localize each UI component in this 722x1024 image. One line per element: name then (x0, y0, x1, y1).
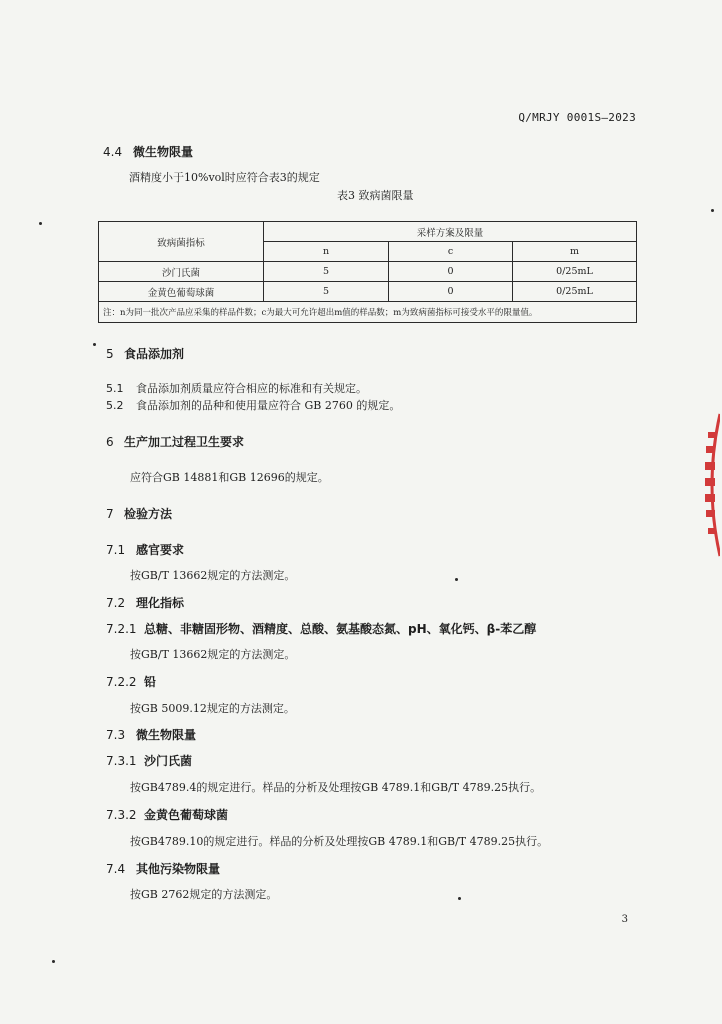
section-title: 食品添加剂 (124, 347, 185, 361)
table-row (99, 282, 637, 302)
section-7-4-text: 按GB 2762规定的方法测定。 (130, 888, 278, 901)
section-title: 生产加工过程卫生要求 (124, 435, 245, 449)
section-number: 7.2.1 (106, 622, 137, 636)
section-title: 检验方法 (124, 507, 173, 521)
section-6-text: 应符合GB 14881和GB 12696的规定。 (130, 471, 329, 484)
section-7-2-heading (106, 594, 184, 611)
item-number: 5.1 (106, 382, 124, 395)
section-7-2-2-text: 按GB 5009.12规定的方法测定。 (130, 702, 295, 715)
header-indicator: 致病菌指标 (99, 222, 264, 262)
section-number: 7.1 (106, 543, 126, 557)
speck (711, 209, 714, 212)
section-7-1-heading (106, 541, 184, 558)
section-title: 铅 (144, 675, 157, 689)
cell-m: 0/25mL (513, 262, 637, 282)
section-7-3-1-heading (106, 752, 192, 769)
page-number: 3 (621, 914, 628, 925)
section-7-3-heading (106, 726, 196, 743)
speck (458, 897, 461, 900)
section-title: 金黄色葡萄球菌 (144, 808, 229, 822)
section-5-2 (106, 397, 400, 413)
cell-c: 0 (389, 262, 513, 282)
section-4-4-text: 酒精度小于10%vol时应符合表3的规定 (129, 171, 320, 184)
section-7-heading (106, 505, 172, 522)
cell-m: 0/25mL (513, 282, 637, 302)
section-number: 7 (106, 507, 114, 521)
cell-name: 沙门氏菌 (99, 262, 264, 282)
section-6-heading (106, 433, 244, 450)
speck (455, 578, 458, 581)
section-7-3-2-heading (106, 806, 228, 823)
table-row (99, 262, 637, 282)
cell-n: 5 (264, 282, 389, 302)
section-title: 总糖、非糖固形物、酒精度、总酸、氨基酸态氮、pH、氧化钙、β-苯乙醇 (144, 622, 537, 636)
section-7-4-heading (106, 860, 220, 877)
section-number: 5 (106, 347, 114, 361)
section-number: 7.2 (106, 596, 126, 610)
table-header-row (99, 222, 637, 242)
header-sampling-plan: 采样方案及限量 (264, 222, 637, 242)
table-note: 注：n为同一批次产品应采集的样品件数；c为最大可允许超出m值的样品数；m为致病菌指标可接受水平的限量值。 (99, 302, 637, 323)
section-title: 其他污染物限量 (136, 862, 221, 876)
item-text: 食品添加剂质量应符合相应的标准和有关规定。 (136, 382, 367, 395)
speck (52, 960, 55, 963)
cell-name: 金黄色葡萄球菌 (99, 282, 264, 302)
section-title: 微生物限量 (136, 728, 197, 742)
red-seal-stamp-icon (698, 410, 720, 560)
item-number: 5.2 (106, 399, 124, 412)
section-7-2-1-text: 按GB/T 13662规定的方法测定。 (130, 648, 296, 661)
cell-c: 0 (389, 282, 513, 302)
table-note-row (99, 302, 637, 323)
section-number: 4.4 (103, 145, 123, 159)
section-title: 感官要求 (136, 543, 185, 557)
section-number: 7.3.2 (106, 808, 137, 822)
speck (93, 343, 96, 346)
section-7-3-2-text: 按GB4789.10的规定进行。样品的分析及处理按GB 4789.1和GB/T 4789.25执行。 (130, 835, 549, 848)
speck (39, 222, 42, 225)
section-number: 7.3 (106, 728, 126, 742)
section-5-heading (106, 345, 184, 362)
pathogen-limit-table (98, 221, 637, 323)
section-4-4-heading (103, 143, 193, 160)
section-number: 7.3.1 (106, 754, 137, 768)
section-number: 7.2.2 (106, 675, 137, 689)
table-caption: 表3 致病菌限量 (337, 189, 414, 202)
item-text: 食品添加剂的品种和使用量应符合 GB 2760 的规定。 (136, 399, 401, 412)
section-7-3-1-text: 按GB4789.4的规定进行。样品的分析及处理按GB 4789.1和GB/T 4789.25执行。 (130, 781, 542, 794)
section-number: 7.4 (106, 862, 126, 876)
subheader-n: n (264, 242, 389, 262)
section-7-2-2-heading (106, 673, 156, 690)
section-title: 沙门氏菌 (144, 754, 193, 768)
cell-n: 5 (264, 262, 389, 282)
subheader-m: m (513, 242, 637, 262)
section-5-1 (106, 380, 367, 396)
document-number: Q/MRJY 0001S—2023 (518, 111, 636, 124)
section-7-1-text: 按GB/T 13662规定的方法测定。 (130, 569, 296, 582)
section-title: 微生物限量 (133, 145, 194, 159)
section-title: 理化指标 (136, 596, 185, 610)
subheader-c: c (389, 242, 513, 262)
section-7-2-1-heading (106, 620, 536, 637)
section-number: 6 (106, 435, 114, 449)
